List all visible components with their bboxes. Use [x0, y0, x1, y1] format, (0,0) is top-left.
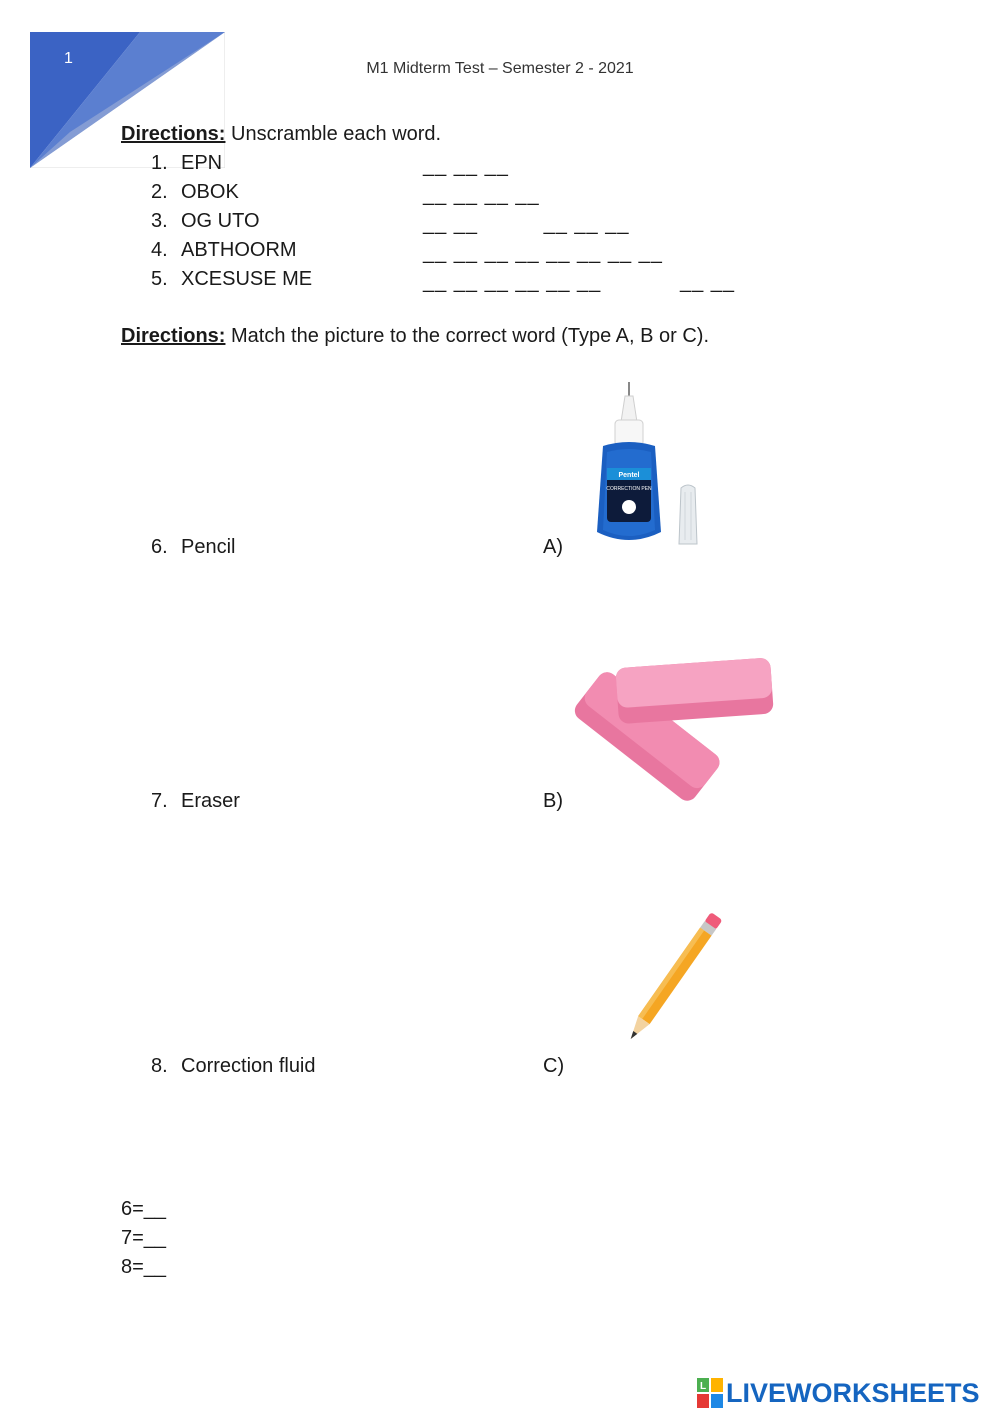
choice-label-c: C): [543, 1055, 565, 1077]
directions-match: [121, 325, 709, 348]
directions-text: Unscramble each word.: [225, 123, 442, 145]
answer-blanks[interactable]: __ __ __ __ __ __ __ __: [423, 242, 663, 264]
bottle-label-text: CORRECTION PEN: [606, 486, 652, 492]
match-word: Correction fluid: [181, 1055, 316, 1077]
correction-fluid-image: [585, 382, 715, 550]
item-number: 4.: [151, 239, 168, 261]
scrambled-word: OG UTO: [181, 210, 260, 232]
answer-line[interactable]: 8=__: [121, 1256, 167, 1278]
directions-text: Match the picture to the correct word (Type A, B or C).: [225, 325, 709, 347]
choice-label-a: A): [543, 536, 563, 558]
scrambled-word: EPN: [181, 152, 223, 174]
choice-label-b: B): [543, 790, 563, 812]
directions-label: Directions:: [121, 123, 226, 145]
brand-text: LIVEWORKSHEETS: [726, 1377, 980, 1408]
liveworksheets-logo: [697, 1376, 980, 1410]
answer-blanks[interactable]: __ __ __ __: [423, 184, 540, 206]
item-number: 1.: [151, 152, 168, 174]
answer-line[interactable]: 6=__: [121, 1198, 167, 1220]
item-number: 7.: [151, 790, 168, 812]
match-word: Pencil: [181, 536, 236, 558]
scrambled-word: XCESUSE ME: [181, 268, 313, 290]
logo-letter: L: [699, 1381, 707, 1392]
eraser-image: [562, 645, 777, 805]
directions-unscramble: [121, 123, 441, 146]
answer-blanks[interactable]: __ __ __ __ __ __ __ __: [423, 271, 735, 293]
answer-blanks[interactable]: __ __ __: [423, 155, 509, 177]
logo-mark-icon: [697, 1378, 723, 1408]
answer-blanks[interactable]: __ __ __ __ __: [423, 213, 630, 235]
item-number: 3.: [151, 210, 168, 232]
item-number: 5.: [151, 268, 168, 290]
directions-label: Directions:: [121, 325, 226, 347]
page-number: 1: [64, 50, 73, 67]
match-word: Eraser: [181, 790, 240, 812]
item-number: 2.: [151, 181, 168, 203]
pencil-image: [612, 900, 732, 1060]
item-number: 8.: [151, 1055, 168, 1077]
corner-decoration: [30, 32, 225, 168]
page-title: M1 Midterm Test – Semester 2 - 2021: [366, 60, 634, 77]
answer-line[interactable]: 7=__: [121, 1227, 167, 1249]
item-number: 6.: [151, 536, 168, 558]
scrambled-word: OBOK: [181, 181, 239, 203]
scrambled-word: ABTHOORM: [181, 239, 297, 261]
bottle-brand-text: Pentel: [618, 472, 640, 479]
